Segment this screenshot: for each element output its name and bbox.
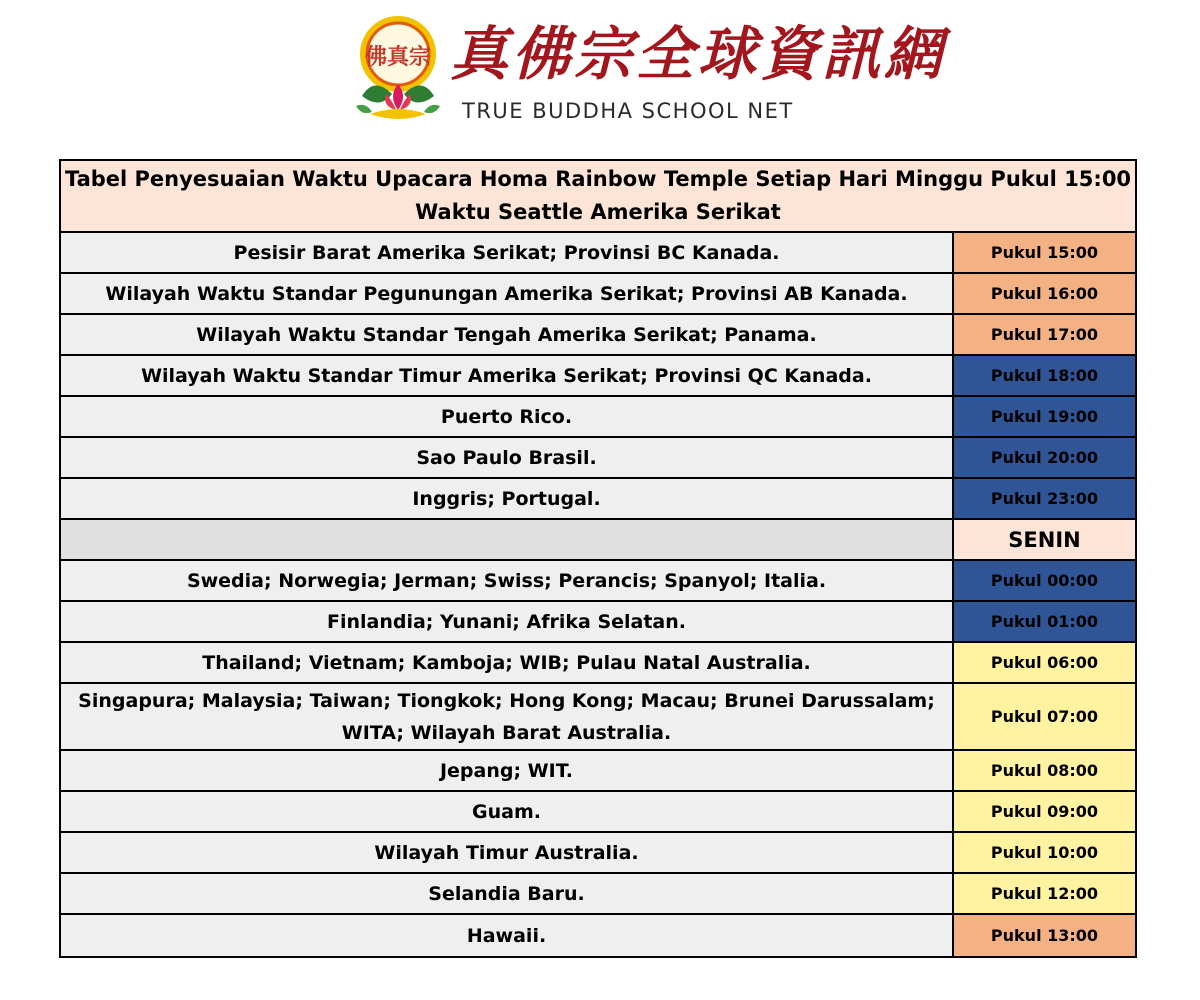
lotus-logo-icon xyxy=(352,14,444,126)
region-cell: Wilayah Waktu Standar Pegunungan Amerika Serikat; Provinsi AB Kanada. xyxy=(61,274,954,313)
site-name-english: TRUE BUDDHA SCHOOL NET xyxy=(462,99,794,123)
table-row xyxy=(61,561,1135,602)
region-cell: Singapura; Malaysia; Taiwan; Tiongkok; Hong Kong; Macau; Brunei Darussalam; WITA; Wilayah Barat Australia. xyxy=(61,684,954,749)
table-row xyxy=(61,915,1135,956)
table-row xyxy=(61,520,1135,561)
region-cell xyxy=(61,520,954,559)
table-row xyxy=(61,479,1135,520)
region-cell: Pesisir Barat Amerika Serikat; Provinsi BC Kanada. xyxy=(61,233,954,272)
region-cell: Wilayah Waktu Standar Timur Amerika Serikat; Provinsi QC Kanada. xyxy=(61,356,954,395)
table-row xyxy=(61,874,1135,915)
time-cell: Pukul 17:00 xyxy=(954,315,1135,354)
table-row xyxy=(61,438,1135,479)
time-cell: Pukul 07:00 xyxy=(954,684,1135,749)
table-row xyxy=(61,833,1135,874)
region-cell: Wilayah Waktu Standar Tengah Amerika Serikat; Panama. xyxy=(61,315,954,354)
table-row xyxy=(61,356,1135,397)
time-cell: Pukul 16:00 xyxy=(954,274,1135,313)
region-cell: Selandia Baru. xyxy=(61,874,954,913)
table-body xyxy=(61,233,1135,956)
time-cell: Pukul 09:00 xyxy=(954,792,1135,831)
time-cell: Pukul 00:00 xyxy=(954,561,1135,600)
time-cell: Pukul 15:00 xyxy=(954,233,1135,272)
time-cell: Pukul 12:00 xyxy=(954,874,1135,913)
table-row xyxy=(61,315,1135,356)
time-cell: Pukul 23:00 xyxy=(954,479,1135,518)
region-cell: Finlandia; Yunani; Afrika Selatan. xyxy=(61,602,954,641)
table-row xyxy=(61,233,1135,274)
region-cell: Sao Paulo Brasil. xyxy=(61,438,954,477)
time-cell: Pukul 10:00 xyxy=(954,833,1135,872)
table-row xyxy=(61,684,1135,751)
region-cell: Wilayah Timur Australia. xyxy=(61,833,954,872)
table-row xyxy=(61,274,1135,315)
site-header xyxy=(0,0,1200,150)
table-row xyxy=(61,643,1135,684)
region-cell: Swedia; Norwegia; Jerman; Swiss; Perancis; Spanyol; Italia. xyxy=(61,561,954,600)
time-cell: Pukul 18:00 xyxy=(954,356,1135,395)
region-cell: Puerto Rico. xyxy=(61,397,954,436)
region-cell: Thailand; Vietnam; Kamboja; WIB; Pulau Natal Australia. xyxy=(61,643,954,682)
site-name-chinese: 真佛宗全球資訊網 xyxy=(450,20,947,88)
table-title-line-2: Waktu Seattle Amerika Serikat xyxy=(415,200,781,224)
region-cell: Hawaii. xyxy=(61,915,954,956)
table-title-line-1: Tabel Penyesuaian Waktu Upacara Homa Rainbow Temple Setiap Hari Minggu Pukul 15:00 xyxy=(64,167,1132,191)
region-cell: Inggris; Portugal. xyxy=(61,479,954,518)
time-cell: Pukul 13:00 xyxy=(954,915,1135,956)
time-cell: Pukul 06:00 xyxy=(954,643,1135,682)
region-cell: Jepang; WIT. xyxy=(61,751,954,790)
table-row xyxy=(61,792,1135,833)
time-cell: Pukul 20:00 xyxy=(954,438,1135,477)
time-cell: Pukul 08:00 xyxy=(954,751,1135,790)
region-cell: Guam. xyxy=(61,792,954,831)
time-cell: Pukul 19:00 xyxy=(954,397,1135,436)
schedule-table xyxy=(59,159,1137,958)
table-row xyxy=(61,751,1135,792)
table-row xyxy=(61,602,1135,643)
emblem-text: 佛真宗 xyxy=(364,44,432,70)
table-row xyxy=(61,397,1135,438)
table-title xyxy=(61,161,1135,233)
time-cell: Pukul 01:00 xyxy=(954,602,1135,641)
day-label-cell: SENIN xyxy=(954,520,1135,559)
